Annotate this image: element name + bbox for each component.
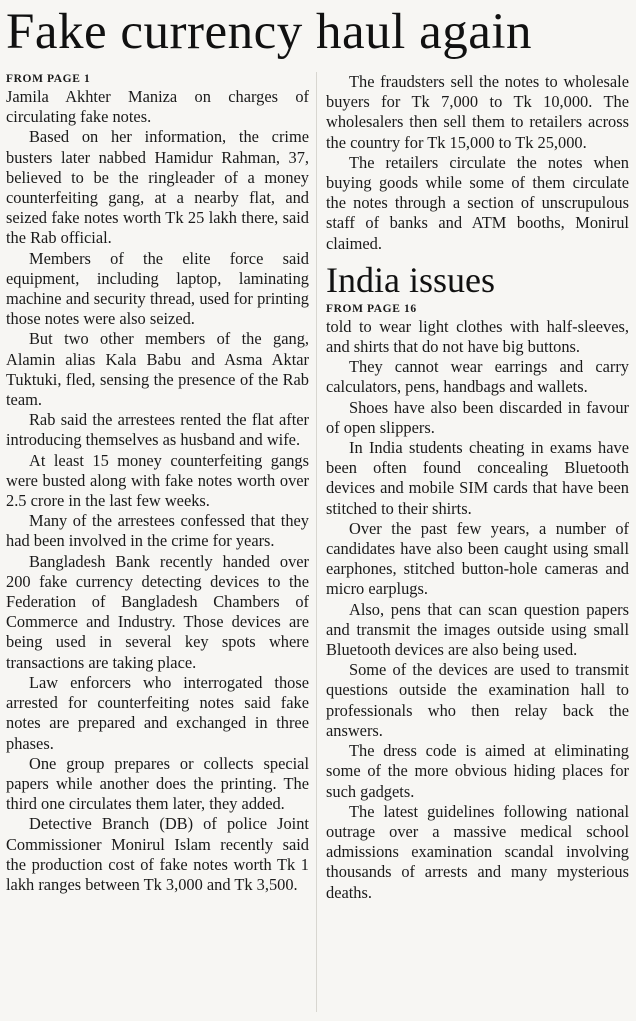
article-paragraph: The dress code is aimed at eliminating some of the more obvious hiding places for such gadgets. <box>326 741 629 801</box>
article-paragraph: Also, pens that can scan question papers and transmit the images outside using small Bluetooth devices are also being used. <box>326 599 629 660</box>
article-paragraph: Detective Branch (DB) of police Joint Commissioner Monirul Islam recently said the production cost of fake notes worth Tk 1 lakh ranges between Tk 3,000 and Tk 3,500. <box>6 814 309 894</box>
article-paragraph: told to wear light clothes with half-sleeves, and shirts that do not have big buttons. <box>326 316 629 357</box>
article-paragraph: Jamila Akhter Maniza on charges of circulating fake notes. <box>6 87 309 127</box>
article-paragraph: The latest guidelines following national outrage over a massive medical school admissions examination scandal involving thousands of arrests and many mysterious deaths. <box>326 801 629 902</box>
article-paragraph: They cannot wear earrings and carry calculators, pens, handbags and wallets. <box>326 357 629 397</box>
from-page-label: FROM PAGE 16 <box>326 302 417 315</box>
from-page-label: FROM PAGE 1 <box>6 73 91 85</box>
article-paragraph: In India students cheating in exams have been often found concealing Bluetooth devices and mobile SIM cards that have been stitched to their shirts. <box>326 438 629 518</box>
right-column <box>326 72 629 903</box>
article-paragraph: Based on her information, the crime busters later nabbed Hamidur Rahman, 37, believed to be the ringleader of a money counterfeiting gang, at a nearby flat, and seized fake notes worth Tk 25 lakh there, said the Rab official. <box>6 127 309 248</box>
article-paragraph: Members of the elite force said equipment, including laptop, laminating machine and security thread, used for printing those notes were also seized. <box>6 248 309 329</box>
sub-headline: India issues <box>326 259 495 300</box>
article-paragraph: One group prepares or collects special papers while another does the printing. The third one circulates them later, they added. <box>6 753 309 814</box>
article-paragraph: The retailers circulate the notes when buying goods while some of them circulate the notes through a section of unscrupulous staff of banks and ATM booths, Monirul claimed. <box>326 152 629 253</box>
article-paragraph: Rab said the arrestees rented the flat after introducing themselves as husband and wife. <box>6 410 309 450</box>
article-paragraph: At least 15 money counterfeiting gangs were busted along with fake notes worth over 2.5 crore in the last few weeks. <box>6 450 309 511</box>
left-column <box>6 72 309 895</box>
article-paragraph: The fraudsters sell the notes to wholesale buyers for Tk 7,000 to Tk 10,000. The wholesalers then sell them to retailers across the country for Tk 15,000 to Tk 25,000. <box>326 72 629 152</box>
article-paragraph: Many of the arrestees confessed that they had been involved in the crime for years. <box>6 511 309 551</box>
column-divider <box>316 72 317 1012</box>
article-paragraph: Law enforcers who interrogated those arrested for counterfeiting notes said fake notes are prepared and exchanged in three phases. <box>6 672 309 753</box>
article-paragraph: Bangladesh Bank recently handed over 200 fake currency detecting devices to the Federation of Bangladesh Chambers of Commerce and Industry. Those devices are being used in several key spots where transactions are taking place. <box>6 551 309 672</box>
article-paragraph: But two other members of the gang, Alamin alias Kala Babu and Asma Aktar Tuktuki, fled, sensing the presence of the Rab team. <box>6 329 309 410</box>
article-paragraph: Over the past few years, a number of candidates have also been caught using small earphones, stitched button-hole cameras and micro earplugs. <box>326 518 629 599</box>
headline: Fake currency haul again <box>6 4 533 60</box>
article-paragraph: Shoes have also been discarded in favour of open slippers. <box>326 397 629 437</box>
article-paragraph: Some of the devices are used to transmit questions outside the examination hall to professionals who then relay back the answers. <box>326 660 629 740</box>
